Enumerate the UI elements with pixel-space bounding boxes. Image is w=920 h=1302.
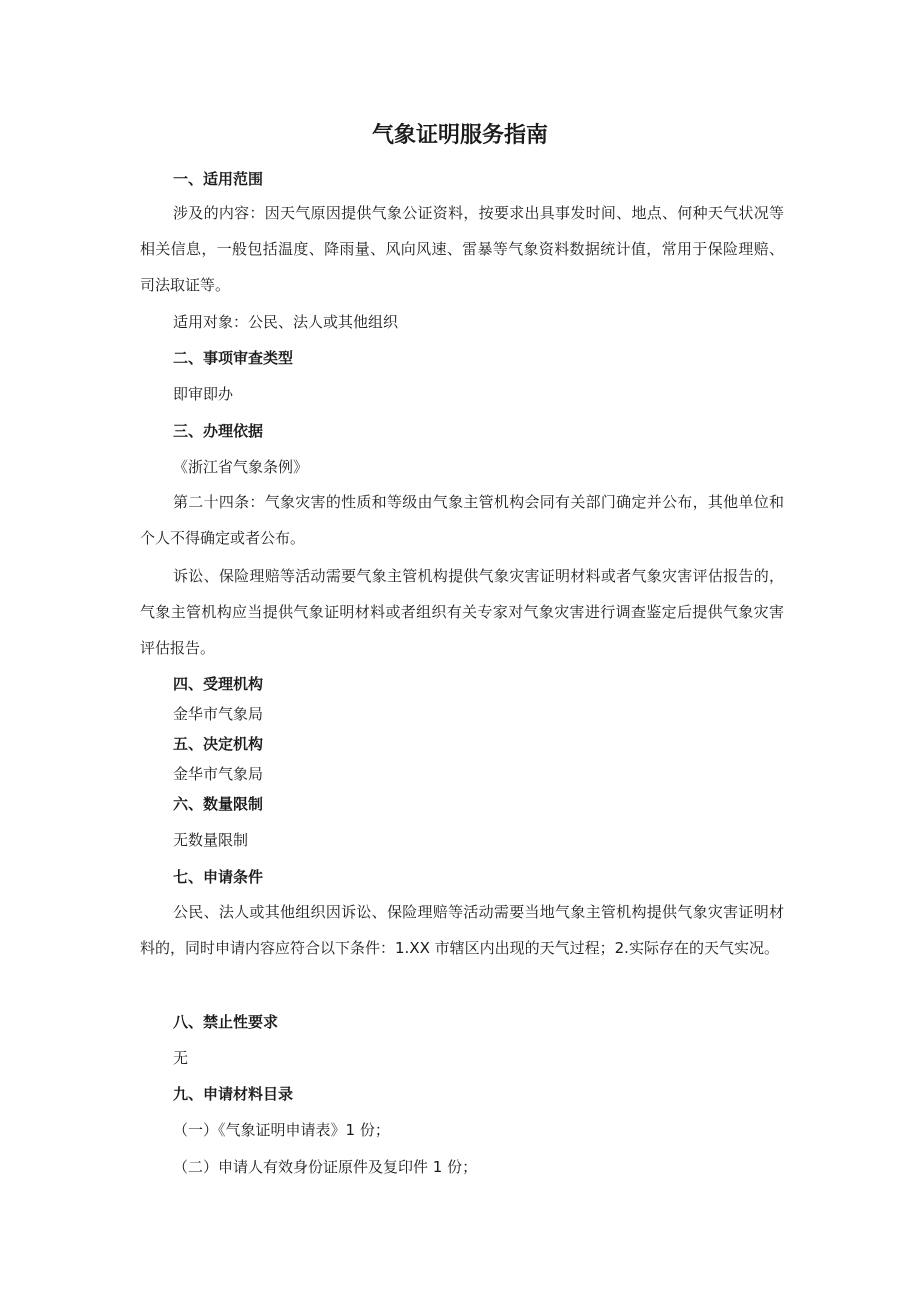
scope-target: 适用对象：公民、法人或其他组织 [173,313,399,331]
deciding-agency-content: 金华市气象局 [173,765,264,783]
section-heading-conditions: 七、申请条件 [173,868,264,886]
section-heading-prohibitions: 八、禁止性要求 [173,1013,279,1031]
materials-list-item: （二）申请人有效身份证原件及复印件 1 份； [173,1158,478,1176]
quantity-limit-content: 无数量限制 [173,831,249,849]
accepting-agency-content: 金华市气象局 [173,705,264,723]
section-heading-scope: 一、适用范围 [173,170,264,188]
legal-basis-regulation: 《浙江省气象条例》 [173,458,309,476]
section-heading-quantity-limit: 六、数量限制 [173,795,264,813]
legal-basis-clause: 诉讼、保险理赔等活动需要气象主管机构提供气象灾害证明材料或者气象灾害评估报告的，气象主管机构应当提供气象证明材料或者组织有关专家对气象灾害进行调查鉴定后提供气象灾害评估报告。 [140,567,784,657]
prohibitions-content: 无 [173,1049,189,1067]
scope-content: 涉及的内容：因天气原因提供气象公证资料，按要求出具事发时间、地点、何种天气状况等相关信息，一般包括温度、降雨量、风向风速、雷暴等气象资料数据统计值，常用于保险理赔、司法取证等。 [140,204,784,294]
conditions-content: 公民、法人或其他组织因诉讼、保险理赔等活动需要当地气象主管机构提供气象灾害证明材料的，同时申请内容应符合以下条件：1.XX 市辖区内出现的天气过程；2.实际存在的天气实况。 [140,903,784,957]
section-heading-accepting-agency: 四、受理机构 [173,675,264,693]
page-title: 气象证明服务指南 [371,123,548,148]
section-heading-legal-basis: 三、办理依据 [173,422,264,440]
section-heading-materials: 九、申请材料目录 [173,1085,294,1103]
legal-basis-article: 第二十四条：气象灾害的性质和等级由气象主管机构会同有关部门确定并公布，其他单位和个人不得确定或者公布。 [140,493,784,547]
section-heading-deciding-agency: 五、决定机构 [173,735,264,753]
materials-list-item: （一）《气象证明申请表》1 份； [173,1121,390,1139]
review-type-content: 即审即办 [173,385,234,403]
section-heading-review-type: 二、事项审查类型 [173,349,294,367]
